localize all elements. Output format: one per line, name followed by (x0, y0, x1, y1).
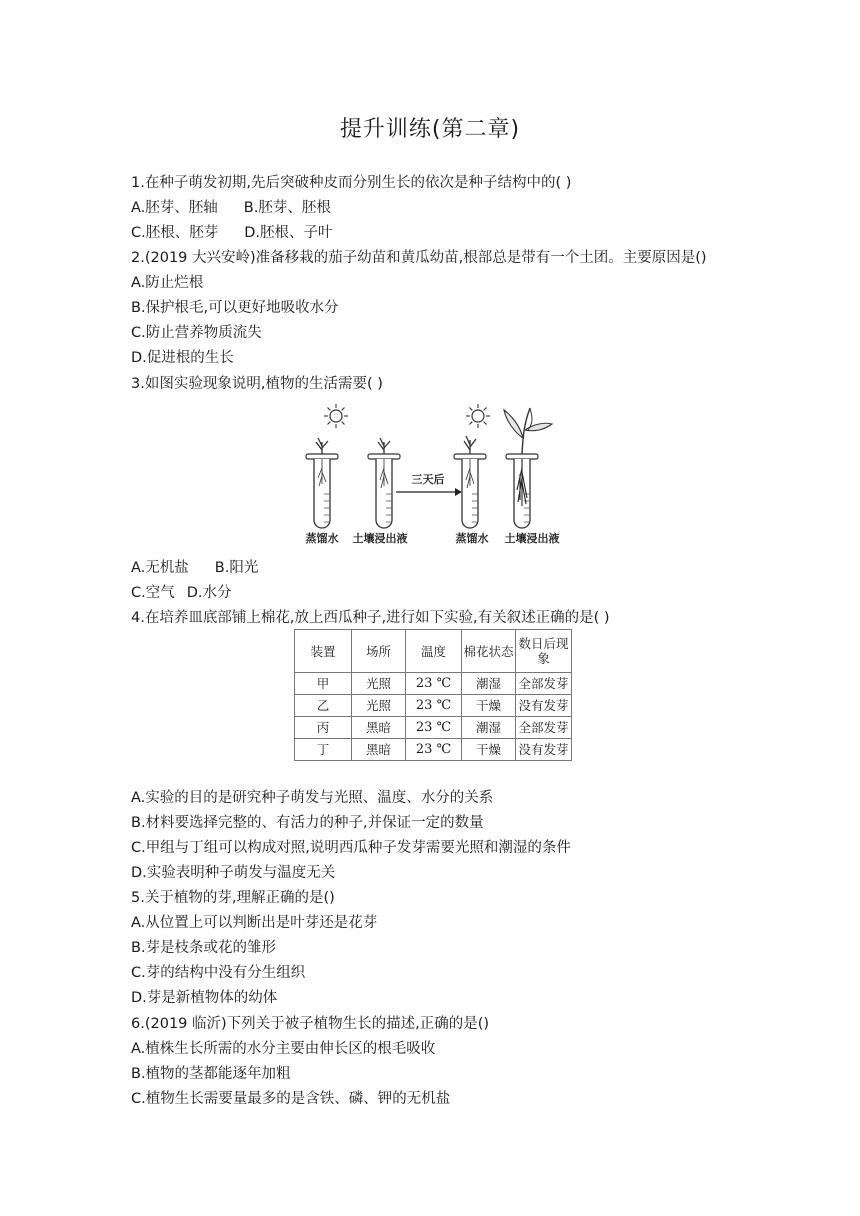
table-cell: 23 ℃ (406, 695, 462, 717)
sun-icon (466, 404, 490, 428)
arrow-icon (396, 488, 462, 496)
question-4-option-a: A.实验的目的是研究种子萌发与光照、温度、水分的关系 (131, 790, 494, 806)
table-header-cell: 数日后现象 (516, 630, 572, 673)
table-cell: 全部发芽 (516, 673, 572, 695)
table-cell: 甲 (295, 673, 352, 695)
question-3-stem: 3.如图实验现象说明,植物的生活需要( ) (131, 376, 383, 392)
question-4-option-c: C.甲组与丁组可以构成对照,说明西瓜种子发芽需要光照和潮湿的条件 (131, 840, 571, 856)
label-distilled-water-before: 蒸馏水 (305, 532, 339, 545)
table-cell: 没有发芽 (516, 739, 572, 761)
question-4-option-b: B.材料要选择完整的、有活力的种子,并保证一定的数量 (131, 815, 484, 831)
table-cell: 23 ℃ (406, 739, 462, 761)
table-header-cell: 温度 (406, 630, 462, 673)
question-5-option-d: D.芽是新植物体的幼体 (131, 990, 278, 1006)
table-header-row (295, 630, 572, 673)
sun-icon (324, 404, 348, 428)
page-title: 提升训练(第二章) (339, 117, 521, 142)
question-1-option-b: B.胚芽、胚根 (243, 200, 331, 216)
question-3-options-row1 (131, 558, 258, 578)
question-3-option-d: D.水分 (186, 585, 232, 601)
test-tube-soil-extract-after (504, 408, 552, 528)
table-cell: 23 ℃ (406, 717, 462, 739)
question-6-option-c: C.植物生长需要量最多的是含铁、磷、钾的无机盐 (131, 1091, 451, 1107)
question-2-stem: 2.(2019 大兴安岭)准备移栽的茄子幼苗和黄瓜幼苗,根部总是带有一个土团。主要原因是() (131, 250, 707, 266)
table-cell: 光照 (352, 673, 406, 695)
question-3-option-c: C.空气 (131, 585, 175, 601)
table-cell: 没有发芽 (516, 695, 572, 717)
table-row (295, 673, 572, 695)
label-soil-extract-after: 土壤浸出液 (504, 532, 560, 545)
question-5-stem: 5.关于植物的芽,理解正确的是() (131, 890, 335, 906)
table-cell: 乙 (295, 695, 352, 717)
table-cell: 干燥 (462, 739, 516, 761)
table-header-cell: 装置 (295, 630, 352, 673)
table-row (295, 739, 572, 761)
table-cell: 潮湿 (462, 673, 516, 695)
question-1-option-a: A.胚芽、胚轴 (131, 200, 218, 216)
question-4-stem: 4.在培养皿底部铺上棉花,放上西瓜种子,进行如下实验,有关叙述正确的是( ) (131, 610, 610, 626)
question-2-option-b: B.保护根毛,可以更好地吸收水分 (131, 300, 339, 316)
question-1-options-row2 (131, 223, 333, 243)
question-2-option-d: D.促进根的生长 (131, 350, 234, 366)
question-4-option-d: D.实验表明种子萌发与温度无关 (131, 865, 336, 881)
question-1-stem: 1.在种子萌发初期,先后突破种皮而分别生长的依次是种子结构中的( ) (131, 175, 572, 191)
question-2-option-a: A.防止烂根 (131, 275, 204, 291)
test-tube-soil-extract-before (368, 438, 400, 528)
table-cell: 23 ℃ (406, 673, 462, 695)
question-1-option-d: D.胚根、子叶 (244, 225, 333, 241)
table-cell: 丁 (295, 739, 352, 761)
question-5-option-a: A.从位置上可以判断出是叶芽还是花芽 (131, 915, 378, 931)
question-6-option-b: B.植物的茎都能逐年加粗 (131, 1066, 291, 1082)
test-tube-distilled-water-before (306, 438, 338, 528)
test-tube-distilled-water-after (454, 436, 486, 528)
table-cell: 黑暗 (352, 717, 406, 739)
question-6-option-a: A.植株生长所需的水分主要由伸长区的根毛吸收 (131, 1041, 436, 1057)
table-cell: 全部发芽 (516, 717, 572, 739)
table-header-cell: 棉花状态 (462, 630, 516, 673)
table-cell: 黑暗 (352, 739, 406, 761)
experiment-table (294, 629, 572, 761)
table-row (295, 717, 572, 739)
question-1-options-row1 (131, 198, 331, 218)
table-cell: 干燥 (462, 695, 516, 717)
arrow-label: 三天后 (411, 473, 445, 486)
table-header-cell: 场所 (352, 630, 406, 673)
question-3-options-row2 (131, 583, 232, 603)
question-5-option-c: C.芽的结构中没有分生组织 (131, 965, 306, 981)
question-5-option-b: B.芽是枝条或花的雏形 (131, 940, 277, 956)
question-3-option-b: B.阳光 (214, 560, 259, 576)
label-soil-extract-before: 土壤浸出液 (352, 532, 408, 545)
table-row (295, 695, 572, 717)
question-3-option-a: A.无机盐 (131, 560, 189, 576)
table-cell: 光照 (352, 695, 406, 717)
question-2-option-c: C.防止营养物质流失 (131, 325, 262, 341)
question-6-stem: 6.(2019 临沂)下列关于被子植物生长的描述,正确的是() (131, 1016, 490, 1032)
table-cell: 潮湿 (462, 717, 516, 739)
label-distilled-water-after: 蒸馏水 (455, 532, 489, 545)
table-cell: 丙 (295, 717, 352, 739)
plant-experiment-figure (292, 402, 572, 548)
question-1-option-c: C.胚根、胚芽 (131, 225, 219, 241)
